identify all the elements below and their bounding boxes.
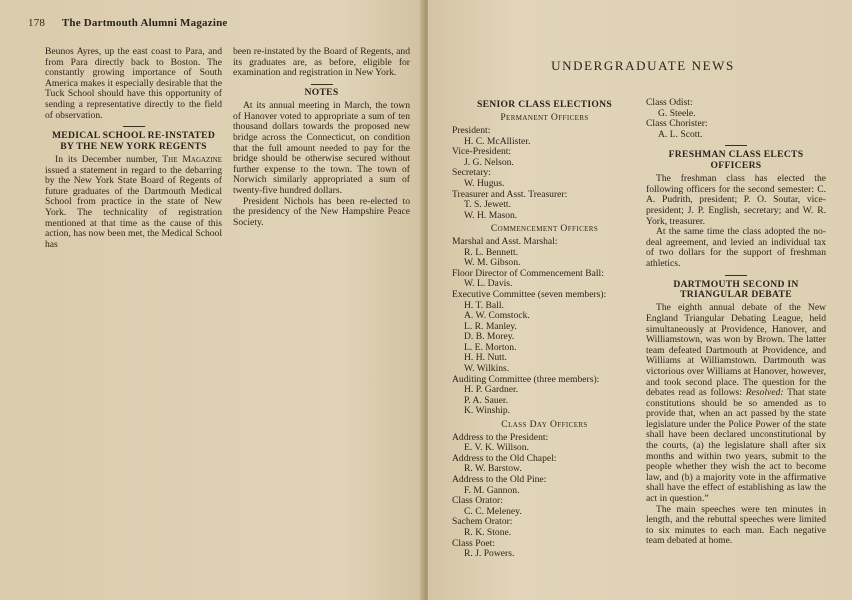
officer-name: R. W. Barstow. — [464, 463, 522, 475]
left-column-1 — [45, 47, 222, 250]
continued-paragraph: been re-instated by the Board of Regents, and its graduates are, as before, eligible for examination and registration in New York. — [233, 46, 410, 79]
left-page — [0, 0, 424, 600]
resolved-label: Resolved: — [745, 387, 784, 399]
notes-paragraph-2: President Nichols has been re-elected to the presidency of the New Hampshire Peace Society. — [233, 195, 410, 228]
right-column-2 — [646, 98, 826, 547]
section-title: UNDERGRADUATE NEWS — [551, 58, 735, 73]
section-rule — [725, 145, 747, 146]
officer-name: L. R. Manley. — [464, 320, 517, 332]
officer-name: W. Hugus. — [464, 177, 505, 189]
office-title: Floor Director of Commencement Ball: — [452, 267, 604, 279]
permanent-officers-list — [452, 126, 637, 221]
running-title: The Dartmouth Alumni Magazine — [61, 17, 228, 29]
office-title: Class Poet: — [452, 537, 495, 549]
office-title: Executive Committee (seven members): — [452, 288, 607, 300]
officer-name: P. A. Sauer. — [464, 394, 508, 406]
officer-name: A. L. Scott. — [658, 128, 703, 140]
freshman-paragraph-2: At the same time the class adopted the no-deal agreement, and levied an individual tax of two dollars for the support of freshman athletics. — [646, 226, 826, 269]
officer-name: L. E. Morton. — [464, 341, 517, 353]
officer-name: R. K. Stone. — [464, 526, 512, 538]
officer-name: C. C. Meleney. — [464, 505, 522, 517]
officer-name: H. T. Ball. — [464, 299, 504, 311]
section-rule — [123, 126, 145, 127]
officer-name: G. Steele. — [658, 107, 696, 119]
officer-name: H. C. McAllister. — [464, 135, 531, 147]
officer-name: W. H. Mason. — [464, 209, 518, 221]
officer-name: W. M. Gibson. — [464, 257, 521, 269]
office-title: Marshal and Asst. Marshal: — [452, 235, 558, 247]
office-title: Sachem Orator: — [452, 516, 513, 528]
office-title: Class Odist: — [646, 97, 693, 108]
office-title: Class Orator: — [452, 495, 503, 507]
section-rule — [311, 84, 333, 85]
right-column-1 — [452, 98, 637, 560]
officer-name: J. G. Nelson. — [464, 156, 514, 168]
commencement-officers-label: Commencement Officers — [490, 223, 599, 235]
magazine-name: The Magazine — [162, 153, 222, 165]
class-day-officers-list — [452, 433, 637, 560]
permanent-officers-label: Permanent Officers — [500, 112, 589, 124]
officer-name: E. V. K. Willson. — [464, 442, 529, 454]
office-title: Secretary: — [452, 167, 491, 179]
office-title: Vice-President: — [452, 146, 512, 158]
office-title: Treasurer and Asst. Treasurer: — [452, 188, 568, 200]
right-page — [428, 0, 852, 600]
debate-paragraph-2: The main speeches were ten minutes in length, and the rebuttal speeches were limited to six minutes to each man. Each negative team debated at home. — [646, 503, 826, 547]
officer-name: W. L. Davis. — [464, 278, 513, 290]
left-column-2 — [233, 47, 410, 228]
office-title: Address to the President: — [452, 431, 549, 443]
debate-heading: DARTMOUTH SECOND IN TRIANGULAR DEBATE — [673, 278, 799, 300]
page-number: 178 — [28, 17, 46, 29]
debate-paragraph-1 — [646, 303, 826, 504]
officer-name: W. Wilkins. — [464, 363, 510, 375]
office-title: Address to the Old Chapel: — [452, 452, 557, 464]
office-title: President: — [452, 125, 491, 136]
officer-name: T. S. Jewett. — [464, 199, 511, 211]
officer-name: H. H. Nutt. — [464, 352, 507, 364]
officer-name: K. Winship. — [464, 405, 511, 417]
class-officers-list — [646, 98, 826, 140]
officer-name: R. J. Powers. — [464, 548, 515, 560]
office-title: Address to the Old Pine: — [452, 474, 547, 485]
office-title: Class Chorister: — [646, 118, 708, 130]
commencement-officers-list — [452, 237, 637, 417]
officer-name: H. P. Gardner. — [464, 384, 519, 396]
continued-paragraph: Beunos Ayres, up the east coast to Para, and from Para directly back to Boston. The constantly growing importance of South America makes it especially desirable that the Tuck School should have this opportunity of sending a representative directly to the field of observation. — [45, 46, 222, 121]
officer-name: D. B. Morey. — [464, 331, 515, 343]
para-text: The eighth annual debate of the New England Triangular Debating League, held simultaneously at Providence, Hanover, and Williamstown, was won by Brown. The latter team defeated Dartmouth at Providence, and Williams at Williamstown. Dartmouth was victorious over Williams at Hanover, however, and took second place. The question for the debates read as follows: — [646, 302, 826, 399]
para-text: In its December number, — [55, 153, 163, 165]
para-text: That state constitutions should be so amended as to provide that, when an act passed by the state legislature under the Police Power of the state shall have been declared unconstitutional by the courts, (a) the legislature shall after six months and within two years, submit to the people whether they wish the act to become law, and (b) a majority vote in the affirmative shall have the effect of establishing as law the act in question.” — [646, 387, 826, 505]
section-rule — [725, 275, 747, 276]
officer-name: F. M. Gannon. — [464, 484, 520, 496]
officer-name: R. L. Bennett. — [464, 246, 519, 258]
freshman-paragraph-1: The freshman class has elected the following officers for the second semester: C. A. Pudrith, president; P. O. Soutar, vice-president; J. P. English, secretary; and W. R. York, treasurer. — [646, 173, 826, 227]
notes-paragraph-1: At its annual meeting in March, the town of Hanover voted to appropriate a sum of ten thousand dollars towards the proposed new bridge across the Connecticut, on condition that the full amount needed to pay for the bridge should be otherwise secured without further expense to the town. The town of Norwich similarly appropriated a sum of twenty-five hundred dollars. — [233, 100, 410, 196]
senior-elections-heading: SENIOR CLASS ELECTIONS — [476, 99, 613, 110]
class-day-officers-label: Class Day Officers — [501, 419, 588, 431]
notes-heading: NOTES — [304, 86, 339, 98]
freshman-heading: FRESHMAN CLASS ELECTS OFFICERS — [668, 149, 804, 171]
para-text: issued a statement in regard to the debarring by the New York State Board of Regents of future graduates of the Dartmouth Medical School from practice in the state of New York. The technicality of registration mentioned at that time as the cause of this action, has now been met, the Medical School has — [45, 164, 222, 250]
office-title: Auditing Committee (three members): — [452, 373, 600, 385]
medical-school-paragraph — [45, 155, 222, 250]
officer-name: A. W. Comstock. — [464, 310, 530, 322]
running-header — [28, 17, 227, 29]
medical-school-heading: MEDICAL SCHOOL RE-INSTATED BY THE NEW YORK REGENTS — [51, 130, 216, 152]
